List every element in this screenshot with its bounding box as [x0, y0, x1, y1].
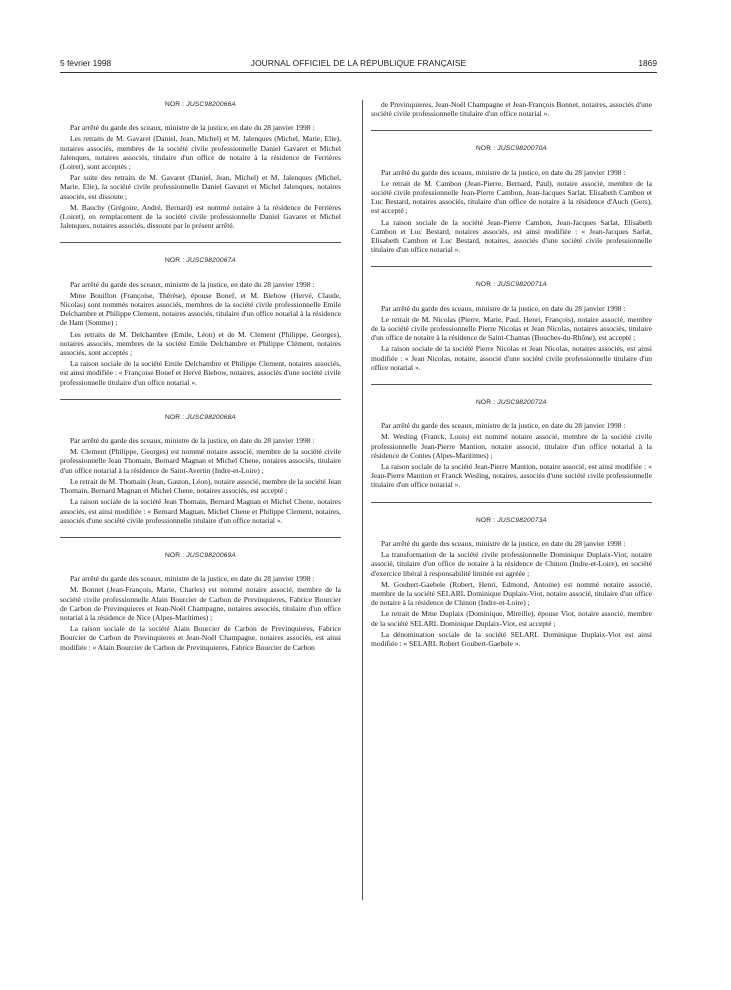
decree-paragraph: M. Bauchy (Grégoire, André, Bernard) est nommé notaire à la résidence de Ferrières (Loiret), en remplacement de la société civile professionnelle Daniel Gavaret et Michel Jalenques, notaires associés, dissoute par le présent arrêté. [60, 202, 341, 231]
decree-paragraph: de Previnquieres, Jean-Noël Champagne et Jean-François Bonnet, notaires, associés d'une société civile professionnelle titulaire d'un office notarial ». [371, 100, 652, 119]
nor-reference [371, 398, 652, 407]
right-column [371, 100, 652, 650]
decree-paragraph: La dénomination sociale de la société SELARL Dominique Duplaix-Viot est ainsi modifiée : « SELARL Robert Goubert-Gaebele ». [371, 629, 652, 648]
nor-reference [60, 551, 341, 560]
nor-reference [60, 256, 341, 265]
decree-paragraph: Par arrêté du garde des sceaux, ministre de la justice, en date du 28 janvier 1998 : [70, 436, 315, 446]
decree-paragraph: Le retrait de M. Nicolas (Pierre, Marie, Paul, Henri, François), notaire associé, membre de la société civile professionnelle Pierre Nicolas et Jean Nicolas, notaires associés, titulaire d'un office de notaire à la résidence de Saint-Chamas (Bouches-du-Rhône), est accepté ; [371, 314, 652, 343]
decree-section [371, 280, 652, 372]
decree-paragraph: La raison sociale de la société Pierre Nicolas et Jean Nicolas, notaires associés, est ainsi modifiée : « Jean Nicolas, notaire, associé d'une société civile professionnelle titulaire d'un office notarial ». [371, 344, 652, 372]
nor-code: JUSC9820066A [186, 101, 237, 108]
column-divider [362, 100, 363, 900]
nor-prefix: NOR : [164, 101, 185, 108]
decree-section [60, 100, 341, 230]
nor-prefix: NOR : [475, 281, 496, 289]
decree-paragraph: Les retraits de M. Delchambre (Emile, Léon) et de M. Clement (Philippe, Georges), notaires associés, membres de la société Emile Delchambre et Philippe Clément, notaires associés, sont acceptés ; [60, 329, 341, 358]
nor-reference [371, 280, 652, 289]
page-number: 1869 [638, 58, 657, 68]
decree-paragraph: La transformation de la société civile professionnelle Dominique Duplaix-Viot, notaire associé, titulaire d'un office de notaire à la résidence de Chinon (Indre-et-Loire), en société d'exercice libéral à responsabilité limitée est agréée ; [371, 550, 652, 578]
nor-reference [371, 516, 652, 525]
nor-code: JUSC9820069A [186, 551, 237, 559]
decree-paragraph: La raison sociale de la société Jean-Pierre Mantion, notaire associé, est ainsi modifiée : « Jean-Pierre Mantion et Franck Wesling, notaires, associés d'une société civile professionnelle titulaire d'un office notarial ». [371, 462, 652, 490]
header-rule [60, 72, 657, 73]
nor-code: JUSC9820068A [186, 413, 237, 421]
decree-paragraph: Par arrêté du garde des sceaux, ministre de la justice, en date du 28 janvier 1998 : [381, 421, 626, 431]
decree-paragraph: M. Wesling (Franck, Louis) est nommé notaire associé, membre de la société civile professionnelle Jean-Pierre Mantion, notaire associé, titulaire d'un office notarial à la résidence de Contes (Alpes-Maritimes) ; [371, 432, 652, 460]
decree-paragraph: Par arrêté du garde des sceaux, ministre de la justice, en date du 28 janvier 1998 : [70, 574, 315, 584]
decree-paragraph: Par arrêté du garde des sceaux, ministre de la justice, en date du 28 janvier 1998 : [70, 123, 315, 133]
decree-section [60, 413, 341, 525]
left-column [60, 100, 341, 654]
nor-prefix: NOR : [164, 551, 185, 559]
decree-paragraph: La raison sociale de la société Emile Delchambre et Philippe Clement, notaires associés, est ainsi modifiée : « Françoise Bonef et Hervé Biebow, notaires, associés d'une société civile professionnelle titulaire d'un office notarial ». [60, 359, 341, 387]
decree-paragraph: Par arrêté du garde des sceaux, ministre de la justice, en date du 28 janvier 1998 : [381, 538, 626, 548]
page-header [60, 57, 657, 69]
decree-paragraph: Mme Bouillon (Françoise, Thérèse), épouse Bonef, et M. Biebow (Hervé, Claude, Nicolas) sont nommés notaires associés, membres de la société civile professionnelle Emile Delchambre et Philippe Clement, notaires associés, titulaire d'un office notarial à la résidence de Ham (Somme) ; [60, 290, 341, 328]
section-separator [60, 399, 341, 400]
nor-reference [371, 144, 652, 153]
nor-reference [60, 413, 341, 422]
decree-paragraph: M. Goubert-Gaebele (Robert, Henri, Edmond, Antoine) est nommé notaire associé, membre de la société SELARL Dominique Duplaix-Viot, notaire associé, titulaire d'un office de notaire à la résidence de Chinon (Indre-et-Loire) ; [371, 579, 652, 608]
decree-paragraph: Par arrêté du garde des sceaux, ministre de la justice, en date du 28 janvier 1998 : [381, 303, 626, 313]
decree-paragraph: Par suite des retraits de M. Gavaret (Daniel, Jean, Michel) et M. Jalenques (Michel, Marie, Elie), la société civile professionnelle Daniel Gavaret et Michel Jalenques, notaires associés, est dissoute ; [60, 173, 341, 201]
decree-section [60, 551, 341, 652]
decree-section [371, 516, 652, 648]
decree-paragraph: Le retrait de M. Cambon (Jean-Pierre, Bernard, Paul), notaire associé, membre de la société civile professionnelle Jean-Pierre Cambon, Jean-Jacques Sarlat, Elisabeth Cambon et Luc Bestard, notaires associés, titulaire d'un office de notaire à la résidence d'Auch (Gers), est accepté ; [371, 178, 652, 216]
section-separator [371, 266, 652, 267]
section-separator [60, 242, 341, 243]
section-separator [371, 130, 652, 131]
nor-code: JUSC9820072A [497, 399, 548, 407]
nor-prefix: NOR : [475, 516, 496, 524]
decree-paragraph: Le retrait de M. Thomain (Jean, Gaston, Léon), notaire associé, membre de la société Jean Thomain, Bernard Magnan et Michel Chene, notaires associés, est accepté ; [60, 476, 341, 496]
header-title: JOURNAL OFFICIEL DE LA RÉPUBLIQUE FRANÇAISE [250, 58, 467, 68]
nor-prefix: NOR : [475, 399, 496, 407]
decree-paragraph: Par arrêté du garde des sceaux, ministre de la justice, en date du 28 janvier 1998 : [381, 167, 626, 177]
nor-code: JUSC9820071A [497, 281, 548, 289]
section-separator [60, 537, 341, 538]
decree-paragraph: Les retraits de M. Gavaret (Daniel, Jean, Michel) et M. Jalenques (Michel, Marie, Elie), notaires associés, membres de la société civile professionnelle Daniel Gavaret et Michel Jalenques, notaires associés, titulaire d'un office de notaire à la résidence de Ferrières (Loiret), sont acceptés ; [60, 134, 341, 172]
nor-code: JUSC9820070A [497, 145, 548, 153]
section-separator [371, 384, 652, 385]
header-date: 5 février 1998 [60, 58, 112, 68]
nor-prefix: NOR : [164, 413, 185, 421]
nor-prefix: NOR : [475, 145, 496, 153]
nor-code: JUSC9820073A [497, 516, 548, 524]
decree-section [371, 144, 652, 254]
decree-section [371, 100, 652, 118]
nor-prefix: NOR : [164, 257, 185, 265]
decree-paragraph: Par arrêté du garde des sceaux, ministre de la justice, en date du 28 janvier 1998 : [70, 279, 315, 289]
decree-paragraph: M. Bonnet (Jean-François, Marie, Charles) est nommé notaire associé, membre de la société civile professionnelle Alain Bourcier de Carbon de Previnquieres, Fabrice Bourcier de Carbon de Previnquieres et Jean-Noël Champagne, notaires associés, titulaire d'un office notarial à la résidence de Nice (Alpes-Maritimes) ; [60, 585, 341, 622]
decree-paragraph: Le retrait de Mme Duplaix (Dominique, Mireille), épouse Viot, notaire associé, membre de la société SELARL Dominique Duplaix-Viot, est accepté ; [371, 609, 652, 628]
decree-paragraph: M. Clement (Philippe, Georges) est nommé notaire associé, membre de la société civile professionnelle Jean Thomain, Bernard Magnan et Michel Chene, notaires associés, titulaire d'un office notarial à la résidence de Saint-Avertin (Indre-et-Loire) ; [60, 447, 341, 475]
nor-reference [60, 100, 341, 109]
section-separator [371, 502, 652, 503]
decree-paragraph: La raison sociale de la société Jean Thomain, Bernard Magnan et Michel Chene, notaires associés, est ainsi modifiée : « Bernard Magnan, Michel Chene et Philippe Clement, notaires, associés d'une société civile professionnelle titulaire d'un office notarial ». [60, 497, 341, 525]
decree-paragraph: La raison sociale de la société Alain Bourcier de Carbon de Previnquieres, Fabrice Bourcier de Carbon de Previnquieres et Jean-Noël Champagne, notaires associés, est ainsi modifiée : « Alain Bourcier de Carbon de Previnquieres, Fabrice Bourcier de Carbon [60, 624, 341, 652]
decree-paragraph: La raison sociale de la société Jean-Pierre Cambon, Jean-Jacques Sarlat, Elisabeth Cambon et Luc Bestard, notaires associés, est ainsi modifiée : « Jean-Jacques Sarlat, Elisabeth Cambon et Luc Bestard, notaires, associés d'une société civile professionnelle titulaire d'un office notarial ». [371, 217, 652, 255]
decree-section [60, 256, 341, 386]
decree-section [371, 398, 652, 490]
nor-code: JUSC9820067A [186, 257, 237, 265]
